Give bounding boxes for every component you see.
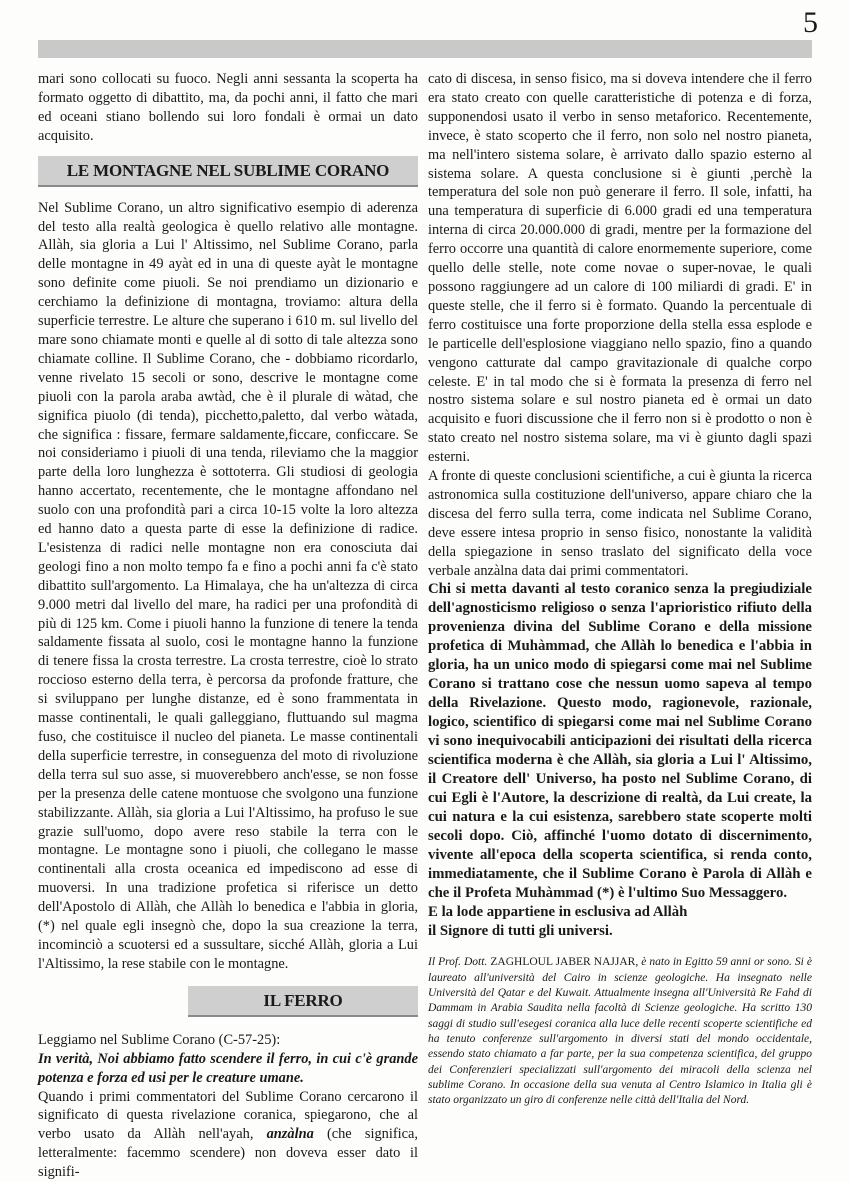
ferro-quote: In verità, Noi abbiamo fatto scendere il ferro, in cui c'è grande potenza e forza ed usi per le creature umane. (38, 1050, 418, 1088)
bio-prefix: Il Prof. Dott. (428, 956, 487, 968)
montagne-paragraph: Nel Sublime Corano, un altro significativo esempio di aderenza del testo alla realtà geologica è quello relativo alle montagne. Allàh, sia gloria a Lui l' Altissimo, nel Sublime Corano, parla delle montagne in 49 ayàt ed in una di queste ayàt le montagne sono definite come piuoli. Se noi prendiamo un dizionario e cerchiamo la definizione di montagna, troviamo: altura della superficie terrestre. Le alture che superano i 610 m. sul livello del mare sono chiamate monti e quelle al di sotto di tale altezza sono chiamate colline. Il Sublime Corano, che - dobbiamo ricordarlo, venne rivelato 15 secoli or sono, descrive le montagne come piuoli con la parola araba awtàd, che è il plurale di wàtad, che significa piuolo (di tenda), picchetto,paletto, dal verbo wàtada, che significa : fissare, fermare saldamente,ficcare, conficcare. Se noi consideriamo i piuoli di una tenda, rileviamo che la maggior parte della loro lunghezza è sottoterra. Gli studiosi di geologia hanno accertato, recentemente, che le montagne affondano nel suolo con una profondità pari a circa 10-15 volte la loro altezza ed hanno dato a questa parte di esse la definizione di radice. L'esistenza di radici nelle montagne non era conosciuta dai geologi fino a non molto tempo fa e fino a pochi anni fa c'è stato dibattito sull'argomento. La Himalaya, che ha un'altezza di circa 9.000 metri dal livello del mare, ha radici per una profondità di più di 125 km. Come i piuoli hanno la funzione di tenere la tenda saldamente fissata al suolo, cosi le montagne hanno la funzione di tenere fissa la crosta terrestre. La crosta terrestre, cioè lo strato roccioso esterno della terra, è percorsa da profonde fratture, che si sviluppano per lunghe distanze, ed è sono frammentata in masse continentali, le quali galleggiano, fluttuando sul magma fuso, che costituisce il nucleo del pianeta. Le masse continentali della superficie terrestre, in conseguenza del moto di rivoluzione della terra sul suo asse, si muoverebbero anch'esse, se non fosse per la presenza delle catene montuose che svolgono una funzione stabilizzante. Allàh, sia gloria a Lui l'Altissimo, ha profuso le sue grazie sull'uomo, dopo avere reso stabile la terra con le montagne. Le montagne sono i piuoli, che collegano le masse continentali alla crosta oceanica ed impediscono ad esse di muoversi. In una tradizione profetica si riferisce un detto dell'Apostolo di Allàh, che Allàh lo benedica e l'abbia in gloria,(*) nel quale egli insegnò che, dopo la sua creazione la terra, incominciò a scuotersi ed a sussultare, sicché Allàh, gloria a Lui l'Altissimo, la rese stabile con le montagne. (38, 199, 418, 974)
ferro-text-after: (che significa, letteralmente: facemmo scendere) non doveva esser dato il signifi- (38, 1126, 418, 1180)
closing-line-1: E la lode appartiene in esclusiva ad Allàh (428, 903, 812, 922)
bio-text: , è nato in Egitto 59 anni or sono. Si è laureato all'università del Cairo in scienze geologiche. Ha insegnato nelle Università del Qatar e del Kuwait. Attualmente insegna all'Università Re Fahd di Dammam in Arabia Saudita nella facoltà di Scienze geologiche. Ha scritto 130 saggi di studio sull'esegesi coranica alla luce delle recenti scoperte scientifiche ed ha tenuto conferenze sull'argomento in diversi stati del mondo occidentale, essendo stato chiamato a far parte, per la sua competenza scientifica, del gruppo dei Conferenzieri specializzati sull'argomento dei miracoli della scienza nel sublime Corano. In occasione della sua venuta al Centro Islamico in Italia gli è stato organizzato un giro di conferenze nelle città dell'Italia del Nord. (428, 956, 812, 1106)
right-column (428, 70, 812, 1108)
closing-line-2: il Signore di tutti gli universi. (428, 922, 812, 941)
ferro-text-before: Quando i primi commentatori del Sublime Corano cercarono il significato di questa rivelazione coranica, spiegarono, che al verbo usato da Allàh nell'ayah, (38, 1089, 418, 1143)
left-column (38, 70, 418, 1182)
bold-paragraph: Chi si metta davanti al testo coranico senza la pregiudiziale dell'agnosticismo religioso o senza l'aprioristico rifiuto della provenienza divina del Sublime Corano e della missione profetica di Muhàmmad, che Allàh lo benedica e l'abbia in gloria, ha un unico modo di spiegarsi come mai nel Sublime Corano si trattano cose che nessun uomo sapeva al tempo della Rivelazione. Questo modo, ragionevole, razionale, logico, scientifico di spiegarsi come mai nel Sublime Corano vi sono inequivocabili anticipazioni dei risultati della ricerca scientifica moderna è che Allàh, sia gloria a Lui l' Altissimo, il Creatore dell' Universo, ha posto nel Sublime Corano, di cui Egli è l'Autore, la descrizione di realtà, da Lui create, la cui natura e la cui esistenza, sarebbero state scoperte molti secoli dopo. Ciò, affinché l'uomo dotato di discernimento, vivente all'epoca della scoperta scientifica, si renda conto, immediatamente, che il Sublime Corano è Parola di Allàh e che il Profeta Muhàmmad (*) è l'ultimo Suo Messaggero. (428, 580, 812, 903)
header-bar (38, 40, 812, 58)
bio-name: ZAGHLOUL JABER NAJJAR (490, 956, 635, 968)
conclusion-paragraph: A fronte di queste conclusioni scientifiche, a cui è giunta la ricerca astronomica sulla costituzione dell'universo, appare chiaro che la discesa del ferro sulla terra, come indicata nel Sublime Corano, deve essere intesa proprio in senso fisico, nonostante la validità della spiegazione in senso traslato del significato della voce verbale anzàlna data dai primi commentatori. (428, 467, 812, 580)
ferro-word: anzàlna (267, 1126, 314, 1142)
ferro-paragraph (38, 1088, 418, 1182)
section-heading-montagne: LE MONTAGNE NEL SUBLIME CORANO (38, 156, 418, 187)
author-bio (428, 955, 812, 1108)
intro-paragraph: mari sono collocati su fuoco. Negli anni sessanta la scoperta ha formato oggetto di dibattito, ma, da pochi anni, il fatto che mari ed oceani stiano bollendo sui loro fondali è ormai un dato acquisito. (38, 70, 418, 146)
page-number: 5 (803, 6, 818, 40)
ferro-reference: Leggiamo nel Sublime Corano (C-57-25): (38, 1031, 418, 1050)
ferro-continuation: cato di discesa, in senso fisico, ma si doveva intendere che il ferro era stato creato con quelle caratteristiche di potenza e di forza, supponendosi usato il verbo in senso metaforico. Recentemente, invece, è stato scoperto che il ferro, non solo nel nostro pianeta, ma nell'intero sistema solare, è arrivato dallo spazio esterno al sistema solare. A questa conclusione si è giunti ,perchè la temperatura del sole non può generare il ferro. Il sole, infatti, ha una temperatura di superficie di 6.000 gradi ed una temperatura interna di circa 20.000.000 di gradi, mentre per la formazione del ferro occorre una quantità di calore enormemente superiore, come quello delle stelle, note come novae o super-novae, le quali possono raggiungere ad un calore di 100 miliardi di gradi. E' in queste stelle, che il ferro si è formato. Quando la percentuale di ferro costituisce una forte proporzione della stella essa esplode e le particelle dell'esplosione viaggiano nello spazio, fino a quando vengono catturate dal campo gravitazionale di qualche corpo celeste. E' in tal modo che si è formata la presenza di ferro nel nostro sistema solare e sul nostro pianeta ed è ormai un dato acquisito e fuori discussione che il ferro non si è prodotto o non è stato creato nel nostro sistema solare, ma vi è giunto dagli spazi esterni. (428, 70, 812, 467)
section-heading-ferro: IL FERRO (188, 986, 418, 1017)
